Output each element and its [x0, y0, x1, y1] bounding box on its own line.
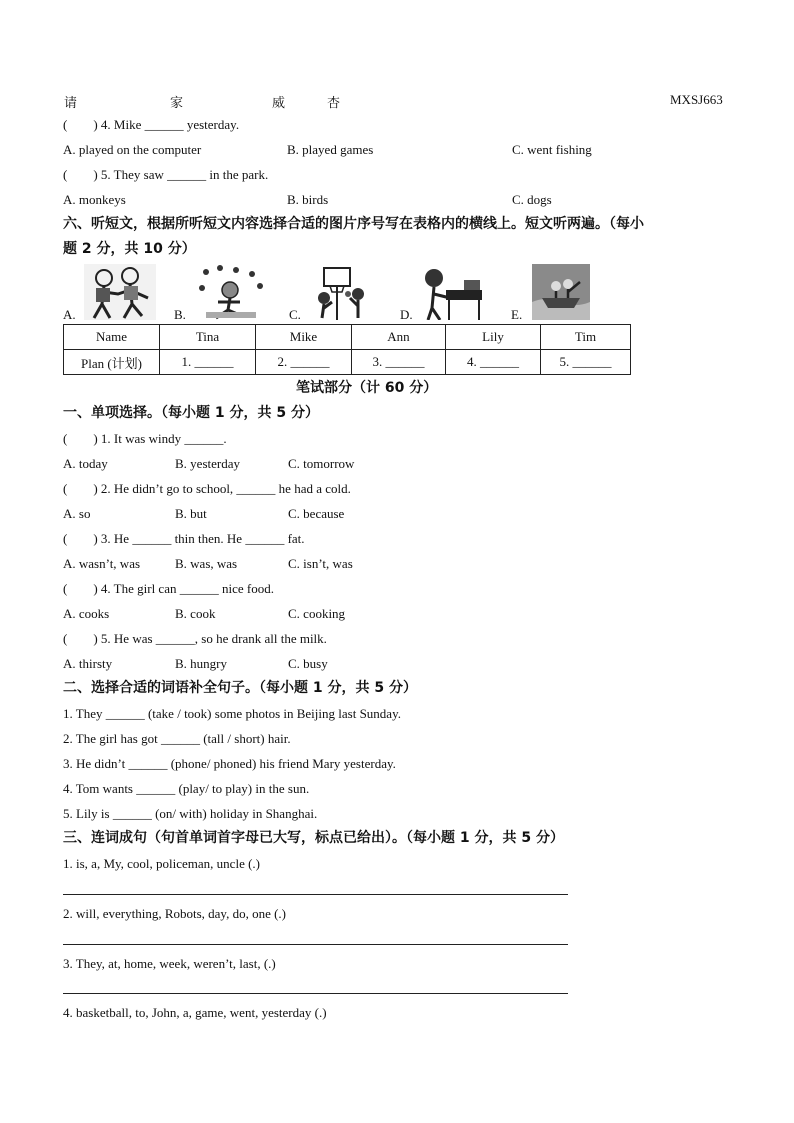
- option-c: C. dogs: [512, 192, 552, 207]
- plan-table: [63, 324, 631, 375]
- piano-picture: [420, 264, 484, 320]
- question-stem: ( ) 4. The girl can ______ nice food.: [63, 581, 274, 596]
- option-b: B. birds: [287, 192, 329, 207]
- option-a: A. so: [63, 506, 91, 521]
- option-b: B. played games: [287, 142, 374, 157]
- header-char-2: 家: [170, 95, 184, 110]
- option-a: A. wasn’t, was: [63, 556, 141, 571]
- option-a: A. played on the computer: [63, 142, 202, 157]
- option-b: B. but: [175, 506, 207, 521]
- option-c: C. isn’t, was: [288, 556, 353, 571]
- header-char-3: 威: [272, 95, 286, 110]
- table-cell: Tim: [541, 325, 631, 350]
- boating-picture: [532, 264, 590, 320]
- word-order-item: 4. basketball, to, John, a, game, went, yesterday (.): [63, 1005, 327, 1020]
- answer-line[interactable]: [63, 894, 568, 895]
- fill-in-item: 2. The girl has got ______ (tall / short) hair.: [63, 731, 291, 746]
- part-2-title: 二、选择合适的词语补全句子。（每小题 1 分，共 5 分）: [63, 680, 417, 696]
- option-b: B. cook: [175, 606, 216, 621]
- table-cell: Tina: [160, 325, 256, 350]
- option-c: C. busy: [288, 656, 328, 671]
- table-cell: Name: [64, 325, 160, 350]
- answer-blank[interactable]: 5. ______: [541, 350, 631, 375]
- option-c: C. tomorrow: [288, 456, 355, 471]
- question-stem: ( ) 3. He ______ thin then. He ______ fat.: [63, 531, 305, 546]
- option-a: A. today: [63, 456, 108, 471]
- part-1-title: 一、单项选择。（每小题 1 分，共 5 分）: [63, 405, 319, 421]
- option-a: A. thirsty: [63, 656, 113, 671]
- answer-blank[interactable]: 4. ______: [446, 350, 541, 375]
- kids-dancing-picture: [84, 264, 156, 320]
- picture-letter-b: B.: [174, 307, 186, 322]
- option-c: C. because: [288, 506, 345, 521]
- question-stem: ( ) 1. It was windy ______.: [63, 431, 227, 446]
- table-row: [64, 350, 631, 375]
- picture-letter-a: A.: [63, 307, 76, 322]
- table-cell: Plan (计划): [64, 350, 160, 375]
- kid-juggling-picture: [196, 264, 266, 320]
- header-char-1: 请: [64, 95, 78, 110]
- option-c: C. cooking: [288, 606, 346, 621]
- picture-letter-d: D.: [400, 307, 413, 322]
- answer-blank[interactable]: 1. ______: [160, 350, 256, 375]
- word-order-item: 3. They, at, home, week, weren’t, last, (.): [63, 956, 276, 971]
- fill-in-item: 5. Lily is ______ (on/ with) holiday in Shanghai.: [63, 806, 318, 821]
- answer-blank[interactable]: 2. ______: [256, 350, 352, 375]
- picture-letter-c: C.: [289, 307, 301, 322]
- word-order-item: 2. will, everything, Robots, day, do, one (.): [63, 906, 287, 921]
- answer-line[interactable]: [63, 993, 568, 994]
- fill-in-item: 3. He didn’t ______ (phone/ phoned) his friend Mary yesterday.: [63, 756, 396, 771]
- written-part-title: 笔试部分（计 60 分）: [296, 380, 438, 396]
- table-cell: Lily: [446, 325, 541, 350]
- document-code: MXSJ663: [670, 92, 723, 107]
- option-a: A. monkeys: [63, 192, 126, 207]
- option-c: C. went fishing: [512, 142, 592, 157]
- option-b: B. hungry: [175, 656, 227, 671]
- option-b: B. was, was: [175, 556, 238, 571]
- fill-in-item: 4. Tom wants ______ (play/ to play) in the sun.: [63, 781, 310, 796]
- answer-blank[interactable]: 3. ______: [352, 350, 446, 375]
- question-stem: ( ) 5. They saw ______ in the park.: [63, 167, 269, 182]
- question-stem: ( ) 5. He was ______, so he drank all the milk.: [63, 631, 327, 646]
- part-3-title: 三、连词成句（句首单词首字母已大写，标点已给出）。（每小题 1 分，共 5 分）: [63, 830, 564, 846]
- word-order-item: 1. is, a, My, cool, policeman, uncle (.): [63, 856, 260, 871]
- table-cell: Ann: [352, 325, 446, 350]
- question-stem: ( ) 4. Mike ______ yesterday.: [63, 117, 240, 132]
- table-cell: Mike: [256, 325, 352, 350]
- table-row: [64, 325, 631, 350]
- question-stem: ( ) 2. He didn’t go to school, ______ he had a cold.: [63, 481, 351, 496]
- picture-letter-e: E.: [511, 307, 523, 322]
- answer-line[interactable]: [63, 944, 568, 945]
- option-b: B. yesterday: [175, 456, 240, 471]
- section-6-title-cont: 题 2 分，共 10 分）: [63, 241, 196, 257]
- option-a: A. cooks: [63, 606, 110, 621]
- basketball-picture: [310, 264, 374, 320]
- header-char-4: 杏: [327, 95, 341, 110]
- section-6-title: 六、听短文，根据所听短文内容选择合适的图片序号写在表格内的横线上。短文听两遍。（每小: [63, 216, 644, 232]
- fill-in-item: 1. They ______ (take / took) some photos in Beijing last Sunday.: [63, 706, 401, 721]
